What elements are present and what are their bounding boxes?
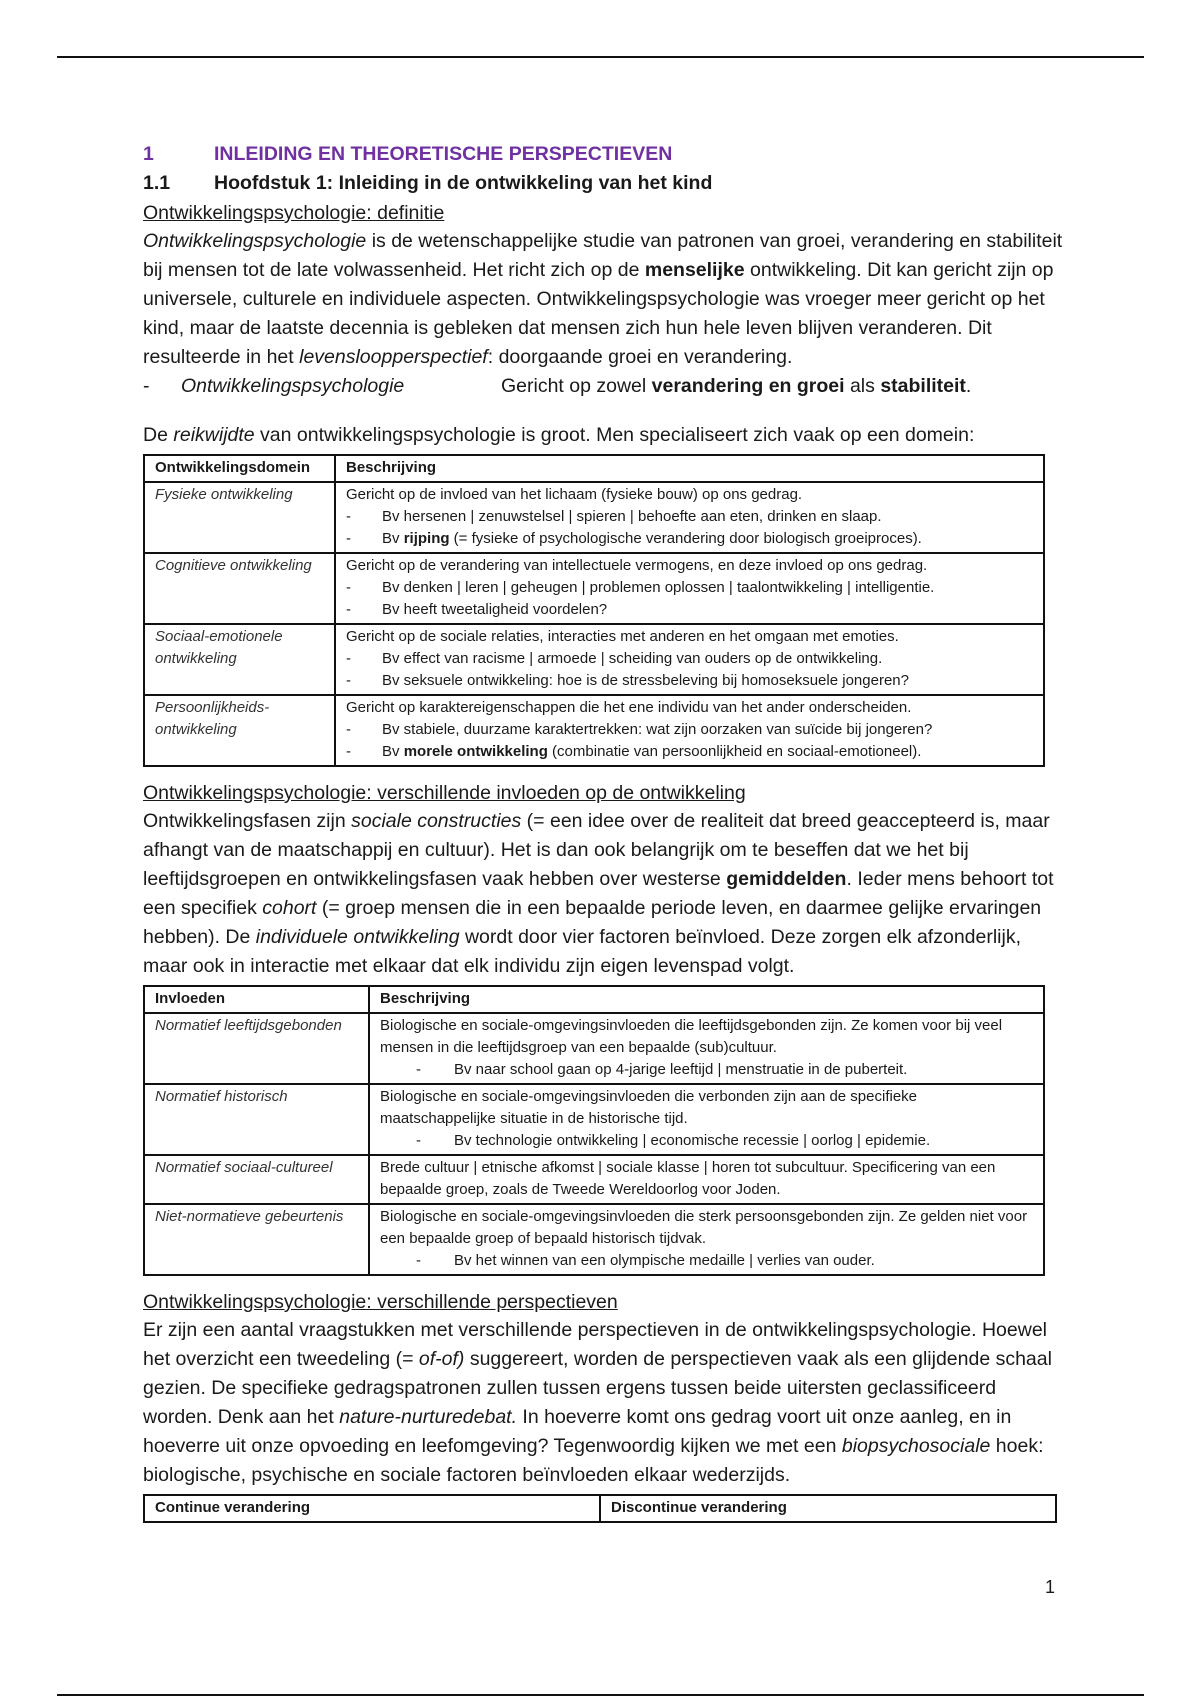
table-row (144, 1084, 1044, 1155)
text-run: als (844, 375, 881, 397)
influences-table (143, 985, 1045, 1276)
text-run: hoek: biologische, psychische en sociale factoren beïnvloeden elkaar wederzijds. (143, 1435, 1044, 1486)
table-cell-label: Fysieke ontwikkeling (144, 482, 335, 553)
table-header-cell: Discontinue verandering (600, 1495, 1056, 1522)
text-run: Gericht op de verandering van intellectuele vermogens, en deze invloed op ons gedrag. (346, 557, 928, 574)
table-row (144, 1155, 1044, 1204)
bullet-item: - Bv denken | leren | geheugen | problemen oplossen | taalontwikkeling | intelligentie. (346, 579, 935, 596)
text-run: Bv technologie ontwikkeling | economische recessie | oorlog | epidemie. (454, 1132, 931, 1149)
table-header-cell: Invloeden (144, 986, 369, 1013)
text-run: Bv het winnen van een olympische medaille | verlies van ouder. (454, 1252, 875, 1269)
description-text (346, 484, 1033, 506)
description-bullets (346, 719, 1033, 763)
table-header-cell: Continue verandering (144, 1495, 600, 1522)
table-cell-description (335, 695, 1044, 766)
bullet-dash: - (143, 375, 150, 397)
description-bullets (380, 1250, 1033, 1272)
footer-rule (57, 1694, 1144, 1696)
document-content (143, 143, 1063, 1535)
table-cell-description (335, 553, 1044, 624)
table-header-row (144, 1495, 1056, 1522)
text-run: individuele ontwikkeling (255, 926, 460, 948)
description-bullets (346, 648, 1033, 692)
text-run: Bv hersenen | zenuwstelsel | spieren | behoefte aan eten, drinken en slaap. (382, 508, 882, 525)
text-run: Bv seksuele ontwikkeling: hoe is de stressbeleving bij homoseksuele jongeren? (382, 672, 909, 689)
table-cell-description (335, 624, 1044, 695)
bullet-item: - Bv seksuele ontwikkeling: hoe is de stressbeleving bij homoseksuele jongeren? (346, 672, 909, 689)
text-run: Bv effect van racisme | armoede | scheiding van ouders op de ontwikkeling. (382, 650, 883, 667)
table-cell-label: Cognitieve ontwikkeling (144, 553, 335, 624)
text-run: sociale constructies (351, 810, 522, 832)
text-run: (combinatie van persoonlijkheid en sociaal-emotioneel). (547, 743, 922, 760)
text-run: Bv (382, 530, 404, 547)
text-run: menselijke (644, 259, 745, 281)
table-header-cell: Beschrijving (335, 455, 1044, 482)
paragraph-definitie (143, 227, 1063, 372)
section-number: 1.1 (143, 172, 171, 194)
text-run: is de wetenschappelijke studie van patronen van groei, verandering en stabiliteit bij mensen tot de late volwassenheid. Het richt zich op de (143, 230, 1063, 281)
section-heading (143, 172, 1063, 195)
text-run: morele ontwikkeling (403, 743, 548, 760)
bullet-item: - Bv stabiele, duurzame karaktertrekken: wat zijn oorzaken van suïcide bij jongeren? (346, 721, 933, 738)
text-run: ontwikkeling. Dit kan gericht zijn op universele, culturele en individuele aspecten. Ontwikkelingspsychologie was vroeger meer gericht op het kind, maar de laatste decennia is gebleken dat mensen zich hun hele leven blijven veranderen. Dit resulteerde in het (143, 259, 1054, 368)
description-bullets (346, 506, 1033, 550)
text-run: Ontwikkelingsfasen zijn (143, 810, 352, 832)
text-run: Ontwikkelingspsychologie (143, 230, 367, 252)
bullet-item: - Bv technologie ontwikkeling | economische recessie | oorlog | epidemie. (416, 1132, 931, 1149)
text-run: : doorgaande groei en verandering. (487, 346, 793, 368)
text-run: rijping (403, 530, 450, 547)
table-row (144, 1204, 1044, 1275)
text-run: (= een idee over de realiteit dat breed geaccepteerd is, maar afhangt van de maatschappij en cultuur). Het is dan ook belangrijk om te beseffen dat we het bij leeftijdsgroepen en ontwikkelingsfasen vaak hebben over westerse (143, 810, 1050, 890)
text-run: Bv heeft tweetaligheid voordelen? (382, 601, 608, 618)
table-header-cell: Ontwikkelingsdomein (144, 455, 335, 482)
table-header-cell: Beschrijving (369, 986, 1044, 1013)
bullet-item: - Bv rijping (= fysieke of psychologische verandering door biologisch groeiproces). (346, 530, 922, 547)
paragraph-reikwijdte (143, 421, 1063, 450)
table-row (144, 624, 1044, 695)
text-run: Brede cultuur | etnische afkomst | sociale klasse | horen tot subcultuur. Specificering van een bepaalde groep, zoals de Tweede Wereldoorlog voor Joden. (380, 1159, 996, 1198)
description-text (380, 1157, 1033, 1201)
bullet-line (143, 372, 1063, 401)
bullet-item: - Bv morele ontwikkeling (combinatie van persoonlijkheid en sociaal-emotioneel). (346, 743, 922, 760)
text-run: stabiliteit (880, 375, 966, 397)
text-run: biopsychosociale (841, 1435, 991, 1457)
text-run: cohort (262, 897, 317, 919)
text-run: (= fysieke of psychologische verandering door biologisch groeiproces). (449, 530, 922, 547)
description-text (380, 1015, 1033, 1059)
header-rule (57, 56, 1144, 58)
text-run: gemiddelden (726, 868, 847, 890)
table-cell-description (369, 1013, 1044, 1084)
text-run: Biologische en sociale-omgevingsinvloeden die sterk persoonsgebonden zijn. Ze gelden niet voor een bepaalde groep of bepaald historisch tijdvak. (380, 1208, 1028, 1247)
text-run: van ontwikkelingspsychologie is groot. Men specialiseert zich vaak op een domein: (254, 424, 975, 446)
text-run: Gericht op de invloed van het lichaam (fysieke bouw) op ons gedrag. (346, 486, 803, 503)
table-cell-label: Sociaal-emotionele ontwikkeling (144, 624, 335, 695)
text-run: (= groep mensen die in een bepaalde periode leven, en daarmee gelijke ervaringen hebben). De (143, 897, 1042, 948)
bullet-item: - Bv heeft tweetaligheid voordelen? (346, 601, 608, 618)
text-run: In hoeverre komt ons gedrag voort uit onze aanleg, en in hoeverre uit onze opvoeding en leefomgeving? Tegenwoordig kijken we met een (143, 1406, 1012, 1457)
table-cell-description (369, 1204, 1044, 1275)
text-run: wordt door vier factoren beïnvloed. Deze zorgen elk afzonderlijk, maar ook in interactie met elkaar dat elk individu zijn eigen levenspad volgt. (143, 926, 1022, 977)
description-bullets (380, 1130, 1033, 1152)
table-cell-description (369, 1084, 1044, 1155)
subtitle-invloeden: Ontwikkelingspsychologie: verschillende invloeden op de ontwikkeling (143, 782, 746, 804)
text-run: levensloopperspectief (299, 346, 488, 368)
page-number: 1 (1045, 1577, 1056, 1597)
perspectives-table (143, 1494, 1057, 1523)
text-run: of-of) (418, 1348, 465, 1370)
table-row (144, 482, 1044, 553)
table-cell-label: Persoonlijkheids-ontwikkeling (144, 695, 335, 766)
text-run: Bv naar school gaan op 4-jarige leeftijd | menstruatie in de puberteit. (454, 1061, 908, 1078)
description-text (346, 626, 1033, 648)
text-run: . (965, 375, 972, 397)
bullet-item: - Bv hersenen | zenuwstelsel | spieren | behoefte aan eten, drinken en slaap. (346, 508, 882, 525)
text-run: reikwijdte (173, 424, 255, 446)
table-row (144, 695, 1044, 766)
table-header-row (144, 986, 1044, 1013)
text-run: verandering en groei (651, 375, 845, 397)
table-cell-description (369, 1155, 1044, 1204)
bullet-item: - Bv naar school gaan op 4-jarige leeftijd | menstruatie in de puberteit. (416, 1061, 908, 1078)
text-run: Er zijn een aantal vraagstukken met verschillende perspectieven in de ontwikkelingspsychologie. Hoewel het overzicht een tweedeling (= (143, 1319, 1047, 1370)
description-text (346, 555, 1033, 577)
table-row (144, 553, 1044, 624)
chapter-number: 1 (143, 143, 154, 165)
chapter-title: INLEIDING EN THEORETISCHE PERSPECTIEVEN (214, 143, 673, 165)
table-row (144, 1013, 1044, 1084)
text-run: Biologische en sociale-omgevingsinvloeden die verbonden zijn aan de specifieke maatschappelijke situatie in de historische tijd. (380, 1088, 918, 1127)
description-bullets (346, 577, 1033, 621)
domain-table (143, 454, 1045, 767)
table-cell-label: Normatief sociaal-cultureel (144, 1155, 369, 1204)
text-run: De (143, 424, 174, 446)
table-cell-label: Niet-normatieve gebeurtenis (144, 1204, 369, 1275)
bullet-item: - Bv het winnen van een olympische medaille | verlies van ouder. (416, 1252, 875, 1269)
table-header-row (144, 455, 1044, 482)
text-run: nature-nurturedebat. (339, 1406, 518, 1428)
subtitle-definitie: Ontwikkelingspsychologie: definitie (143, 202, 445, 224)
text-run: Biologische en sociale-omgevingsinvloeden die leeftijdsgebonden zijn. Ze komen voor bij veel mensen in die leeftijdsgroep van een bepaalde (sub)cultuur. (380, 1017, 1003, 1056)
description-text (380, 1206, 1033, 1250)
bullet-term: Ontwikkelingspsychologie (181, 375, 405, 397)
bullet-text (501, 372, 971, 401)
text-run: Gericht op de sociale relaties, interacties met anderen en het omgaan met emoties. (346, 628, 899, 645)
description-text (346, 697, 1033, 719)
table-cell-label: Normatief historisch (144, 1084, 369, 1155)
description-bullets (380, 1059, 1033, 1081)
bullet-item: - Bv effect van racisme | armoede | scheiding van ouders op de ontwikkeling. (346, 650, 883, 667)
chapter-heading (143, 143, 1063, 166)
subtitle-perspectieven: Ontwikkelingspsychologie: verschillende perspectieven (143, 1291, 618, 1313)
paragraph-perspectieven (143, 1316, 1063, 1490)
text-run: Gericht op karaktereigenschappen die het ene individu van het ander onderscheiden. (346, 699, 912, 716)
description-text (380, 1086, 1033, 1130)
text-run: suggereert, worden de perspectieven vaak als een glijdende schaal gezien. De specifieke gedragspatronen zullen tussen ergens tussen beide uitersten geclassificeerd worden. Denk aan het (143, 1348, 1052, 1428)
text-run: Gericht op zowel (501, 375, 652, 397)
table-cell-description (335, 482, 1044, 553)
text-run: . Ieder mens behoort tot een specifiek (143, 868, 1054, 919)
text-run: Bv denken | leren | geheugen | problemen oplossen | taalontwikkeling | intelligentie. (382, 579, 935, 596)
section-title: Hoofdstuk 1: Inleiding in de ontwikkeling van het kind (214, 172, 713, 194)
text-run: Bv (382, 743, 404, 760)
text-run: Bv stabiele, duurzame karaktertrekken: wat zijn oorzaken van suïcide bij jongeren? (382, 721, 933, 738)
paragraph-invloeden (143, 807, 1063, 981)
table-cell-label: Normatief leeftijdsgebonden (144, 1013, 369, 1084)
